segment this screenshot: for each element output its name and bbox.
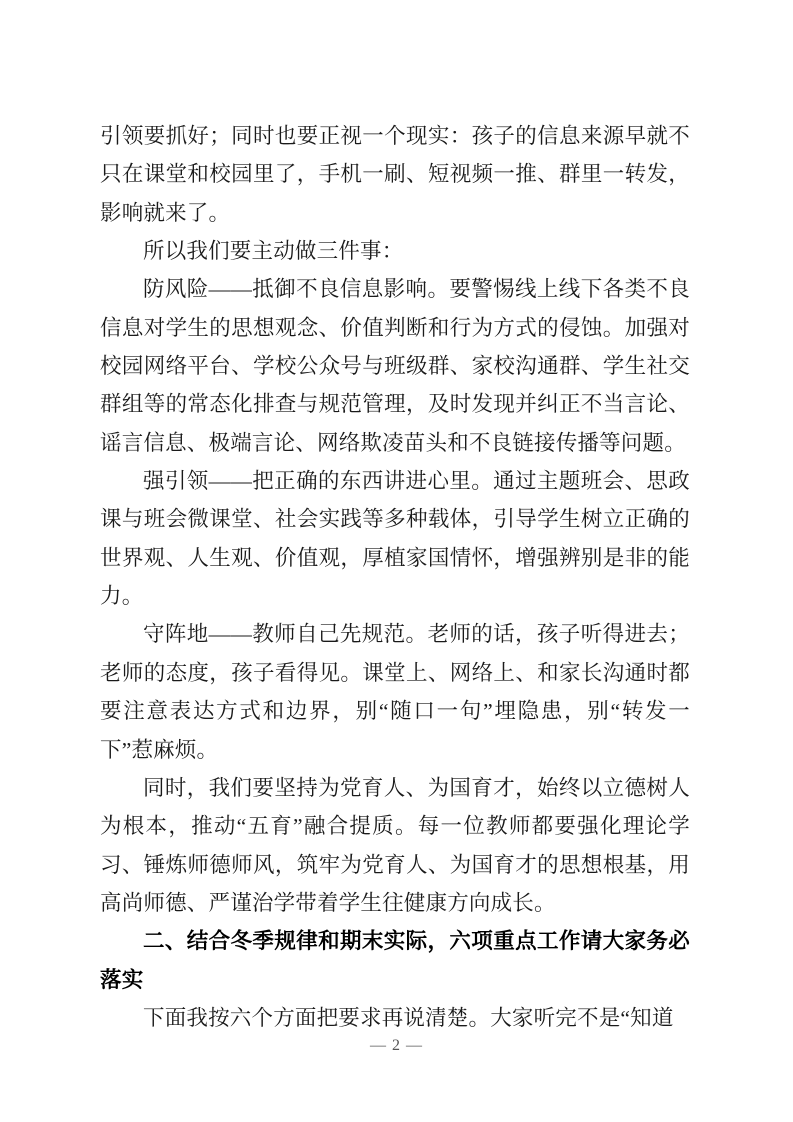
paragraph: 强引领——把正确的东西讲进心里。通过主题班会、思政课与班会微课堂、社会实践等多种载体，引导学生树立正确的世界观、人生观、价值观，厚植家国情怀，增强辨别是非的能力。 [100,469,690,609]
paragraph: 守阵地——教师自己先规范。老师的话，孩子听得进去；老师的态度，孩子看得见。课堂上、网络上、和家长沟通时都要注意表达方式和边界，别“随口一句”埋隐患，别“转发一下”惹麻烦。 [100,622,690,762]
paragraph: 所以我们要主动做三件事： [143,239,404,264]
paragraph: 同时，我们要坚持为党育人、为国育才，始终以立德树人为根本，推动“五育”融合提质。每一位教师都要强化理论学习、锤炼师德师风，筑牢为党育人、为国育才的思想根基，用高尚师德、严谨治学带着学生往健康方向成长。 [100,775,690,915]
section-heading: 二、结合冬季规律和期末实际，六项重点工作请大家务必落实 [100,929,690,992]
paragraph: 防风险——抵御不良信息影响。要警惕线上线下各类不良信息对学生的思想观念、价值判断和行为方式的侵蚀。加强对校园网络平台、学校公众号与班级群、家校沟通群、学生社交群组等的常态化排查与规范管理，及时发现并纠正不当言论、谣言信息、极端言论、网络欺凌苗头和不良链接传播等问题。 [100,277,690,455]
page-number: — 2 — [370,1037,423,1054]
paragraph-continuation: 引领要抓好；同时也要正视一个现实：孩子的信息来源早就不只在课堂和校园里了，手机一刷、短视频一推、群里一转发，影响就来了。 [100,124,690,225]
paragraph-cutoff: 下面我按六个方面把要求再说清楚。大家听完不是“知道 [143,1005,674,1030]
document-body [100,117,690,1037]
